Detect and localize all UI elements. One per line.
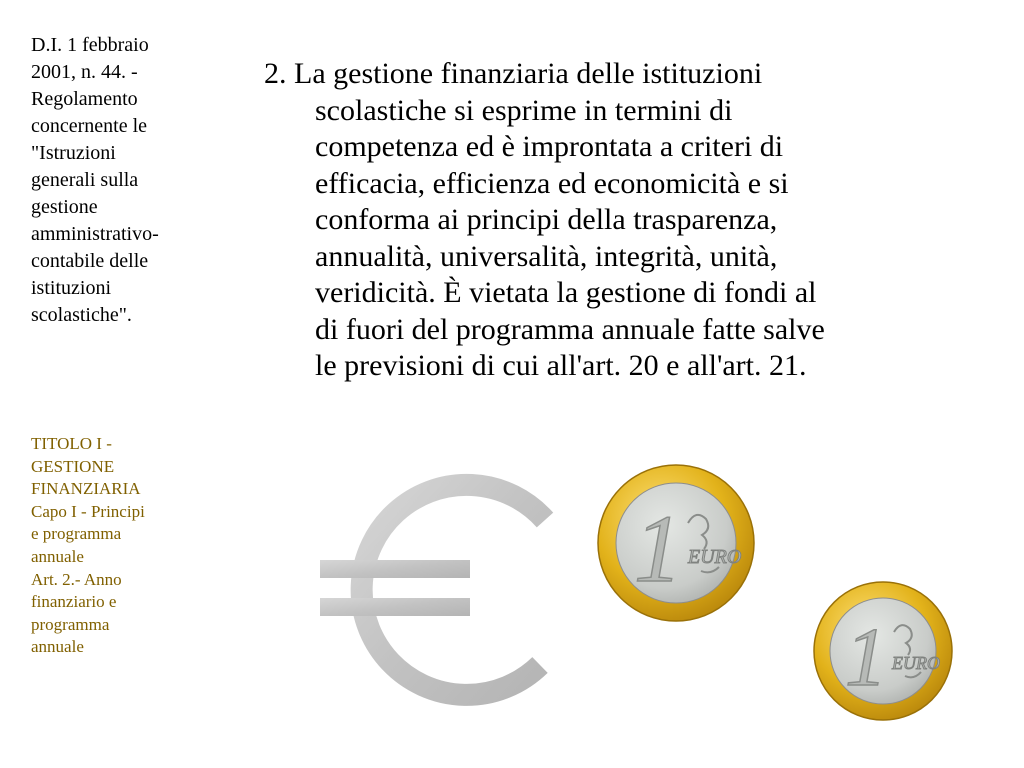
section-line: annuale — [31, 637, 84, 657]
reference-line: Regolamento — [31, 88, 138, 110]
section-heading — [31, 433, 231, 659]
section-line: Art. 2.- Anno — [31, 569, 122, 589]
reference-line: amministrativo- — [31, 223, 159, 245]
reference-line: istituzioni — [31, 277, 111, 299]
paragraph-line: annualità, universalità, integrità, unità, — [315, 239, 778, 273]
coin-denomination: 1 — [634, 495, 682, 602]
article-paragraph — [264, 56, 1004, 385]
euro-sign-icon — [300, 470, 560, 715]
one-euro-coin-icon — [596, 463, 760, 627]
paragraph-line: efficacia, efficienza ed economicità e si — [315, 166, 789, 200]
paragraph-line: veridicità. È vietata la gestione di fondi al — [315, 276, 817, 309]
section-line: programma — [31, 614, 110, 634]
coin-denomination: 1 — [845, 611, 887, 704]
paragraph-line: le previsioni di cui all'art. 20 e all'art. 21. — [315, 349, 807, 382]
reference-line: scolastiche". — [31, 304, 132, 326]
reference-line: concernente le — [31, 115, 148, 137]
reference-line: generali sulla — [31, 169, 139, 191]
section-line: annuale — [31, 546, 84, 566]
coin-label: EURO — [892, 653, 940, 673]
paragraph-line: conforma ai principi della trasparenza, — [315, 203, 778, 236]
reference-line: D.I. 1 febbraio — [31, 34, 149, 56]
paragraph-line: 2. La gestione finanziaria delle istituzioni — [264, 57, 763, 90]
document-reference — [31, 32, 231, 329]
section-line: GESTIONE — [31, 456, 115, 476]
reference-line: 2001, n. 44. - — [31, 61, 138, 83]
paragraph-line: di fuori del programma annuale fatte salve — [315, 312, 825, 346]
coin-label: EURO — [688, 546, 742, 568]
section-line: finanziario e — [31, 592, 117, 612]
paragraph-line: scolastiche si esprime in termini di — [315, 93, 733, 127]
reference-line: gestione — [31, 196, 98, 218]
paragraph-line: competenza ed è improntata a criteri di — [315, 130, 784, 163]
section-line: e programma — [31, 524, 122, 544]
section-line: Capo I - Principi — [31, 501, 145, 521]
reference-line: contabile delle — [31, 250, 149, 272]
reference-line: "Istruzioni — [31, 142, 116, 164]
one-euro-coin-icon — [812, 580, 958, 726]
section-line: FINANZIARIA — [31, 479, 141, 499]
section-line: TITOLO I - — [31, 434, 112, 453]
